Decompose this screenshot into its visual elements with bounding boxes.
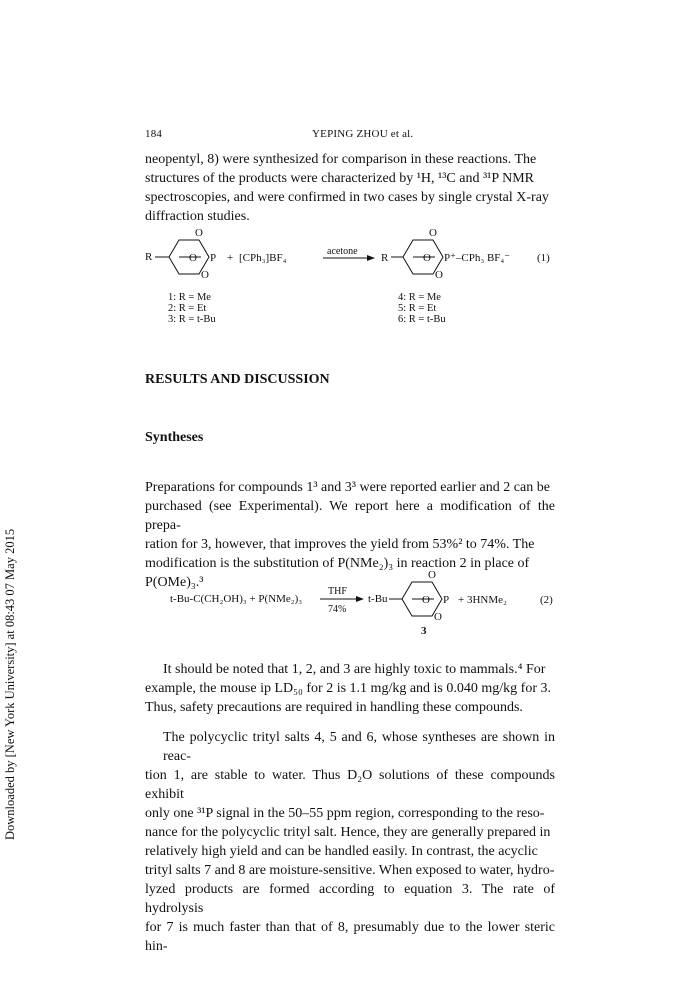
text-line: Thus, safety precautions are required in handling these compounds. — [145, 700, 523, 715]
paragraph-trityl-salts — [145, 728, 555, 956]
reactant-r-group: R — [145, 251, 153, 263]
text-line: for 7 is much faster than that of 8, presumably due to the lower steric hin- — [145, 920, 555, 954]
download-sidebar — [0, 0, 20, 1008]
compound-label: 3: R = t-Bu — [168, 314, 216, 325]
text-line: ration for 3, however, that improves the yield from 53%² to 74%. The — [145, 537, 535, 552]
equation-number: (2) — [540, 594, 553, 606]
text-line-indented: The polycyclic trityl salts 4, 5 and 6, whose syntheses are shown in reac- — [163, 730, 555, 764]
arrow-label-top: THF — [328, 586, 347, 597]
text-line-indented: It should be noted that 1, 2, and 3 are highly toxic to mammals.⁴ For — [163, 662, 546, 677]
oxygen-atom: O — [434, 611, 442, 623]
arrow-label-bottom: 74% — [328, 604, 347, 615]
oxygen-atom: O — [195, 227, 203, 239]
download-note: Downloaded by [New York University] at 08:43 07 May 2015 — [3, 528, 17, 840]
intro-paragraph — [145, 150, 555, 226]
text-line — [145, 728, 555, 766]
compound-labels-right — [398, 292, 446, 325]
product-r-group: t-Bu — [368, 593, 388, 605]
text-line: Preparations for compounds 1³ and 3³ were reported earlier and 2 can be — [145, 480, 550, 495]
text-line: modification is the substitution of P(NMe₂)₃ in reaction 2 in place of — [145, 556, 530, 571]
compound-label: 6: R = t-Bu — [398, 314, 446, 325]
reaction-scheme-1 — [145, 226, 565, 286]
text-line: nance for the polycyclic trityl salt. Hence, they are generally prepared in — [145, 825, 551, 840]
text-line: relatively high yield and can be handled easily. In contrast, the acyclic — [145, 844, 538, 859]
paragraph-toxicity — [145, 660, 555, 717]
text-line: spectroscopies, and were confirmed in two cases by single crystal X-ray — [145, 190, 549, 205]
phosphorus-atom: P — [210, 252, 217, 264]
compound-labels-left — [168, 292, 216, 325]
text-line — [145, 660, 555, 679]
text-line: neopentyl, 8) were synthesized for comparison in these reactions. The — [145, 152, 537, 167]
text-line: only one ³¹P signal in the 50–55 ppm region, corresponding to the reso- — [145, 806, 545, 821]
product-tail: P⁺–CPh₃ BF₄⁻ — [444, 252, 511, 264]
text-line: trityl salts 7 and 8 are moisture-sensitive. When exposed to water, hydro- — [145, 863, 555, 878]
product-label: 3 — [421, 625, 427, 637]
reaction-scheme-2 — [170, 568, 570, 638]
equation-number: (1) — [537, 252, 550, 264]
oxygen-atom: O — [429, 227, 437, 239]
text-line: lyzed products are formed according to equation 3. The rate of hydrolysis — [145, 882, 555, 916]
compound-label: 5: R = Et — [398, 303, 437, 314]
oxygen-atom: O — [423, 252, 431, 264]
arrow-head — [367, 255, 375, 261]
oxygen-atom: O — [435, 269, 443, 281]
compound-label: 1: R = Me — [168, 292, 211, 303]
section-heading: RESULTS AND DISCUSSION — [145, 372, 330, 387]
text-line: P(OMe)₃.³ — [145, 575, 204, 590]
page-number: 184 — [145, 128, 163, 140]
byproduct: + 3HNMe₂ — [458, 594, 507, 606]
text-line: example, the mouse ip LD₅₀ for 2 is 1.1 mg/kg and is 0.040 mg/kg for 3. — [145, 681, 551, 696]
oxygen-atom: O — [428, 569, 436, 581]
oxygen-atom: O — [189, 252, 197, 264]
compound-label: 4: R = Me — [398, 292, 441, 303]
phosphorus-atom: P — [443, 594, 450, 606]
reactants: t-Bu-C(CH₂OH)₃ + P(NMe₂)₃ — [170, 593, 303, 605]
running-head: YEPING ZHOU et al. — [312, 128, 414, 140]
reagent: [CPh₃]BF₄ — [239, 252, 287, 264]
arrow-label: acetone — [327, 246, 358, 257]
product-r-group: R — [381, 252, 389, 264]
arrow-head — [356, 596, 364, 602]
text-line: diffraction studies. — [145, 209, 250, 224]
oxygen-atom: O — [422, 594, 430, 606]
text-line: tion 1, are stable to water. Thus D₂O solutions of these compounds exhibit — [145, 768, 555, 802]
compound-label: 2: R = Et — [168, 303, 207, 314]
text-line: purchased (see Experimental). We report here a modification of the prepa- — [145, 499, 555, 533]
subsection-heading: Syntheses — [145, 430, 204, 445]
oxygen-atom: O — [201, 269, 209, 281]
text-line: structures of the products were characterized by ¹H, ¹³C and ³¹P NMR — [145, 171, 535, 186]
plus-sign: + — [227, 252, 234, 264]
